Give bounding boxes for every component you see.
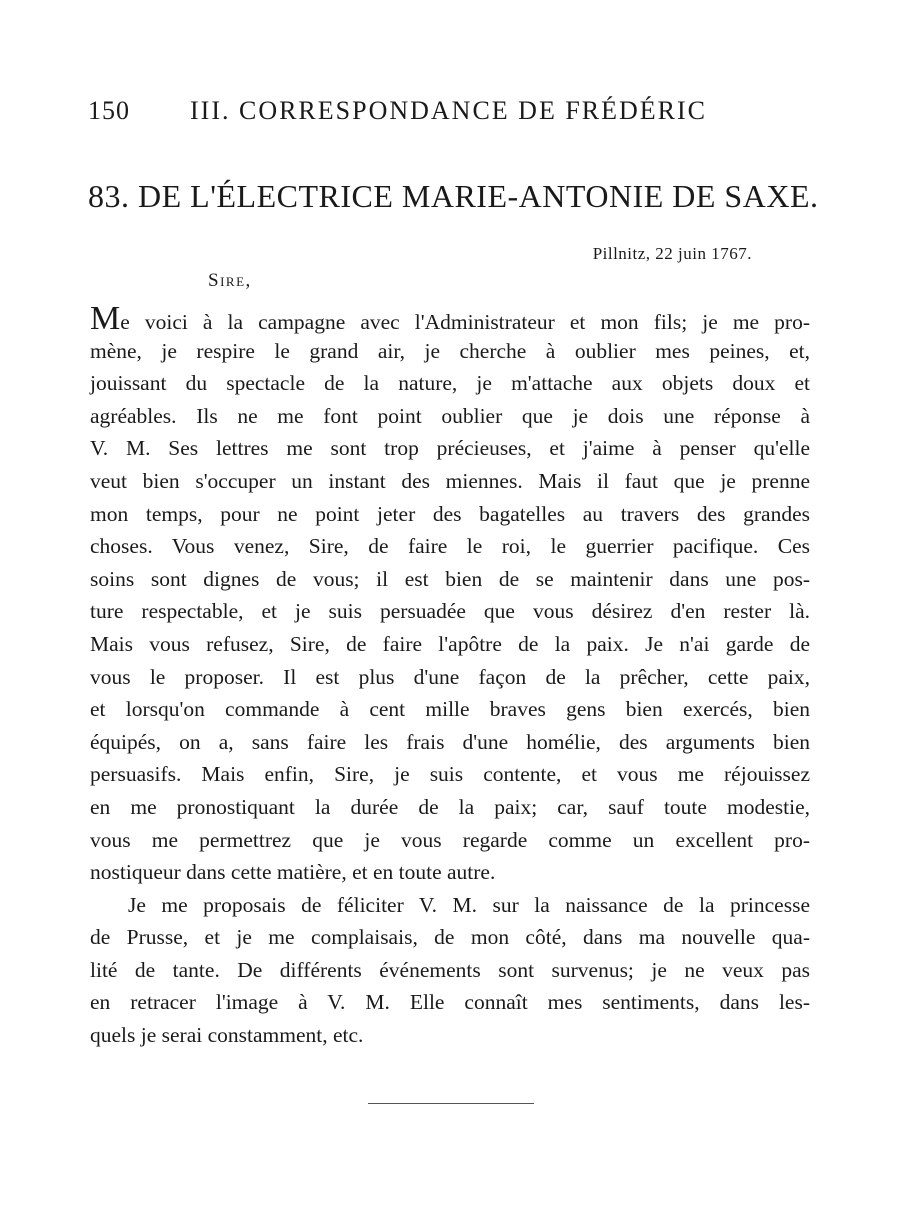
body-line: nostiqueur dans cette matière, et en toute autre. [90,860,496,885]
body-line: en me pronostiquant la durée de la paix; car, sauf toute modestie, [90,794,810,819]
letter-title: 83. DE L'ÉLECTRICE MARIE-ANTONIE DE SAXE. [88,178,819,214]
body-line: mon temps, pour ne point jeter des bagatelles au travers des grandes [90,501,810,526]
body-line: agréables. Ils ne me font point oublier que je dois une réponse à [90,403,810,428]
page-number: 150 [88,96,130,125]
body-line: Je me proposais de féliciter V. M. sur la naissance de la princesse [128,892,810,917]
body-line: de Prusse, et je me complaisais, de mon côté, dans ma nouvelle qua- [90,925,810,950]
letter-body [90,302,810,1052]
body-line: ture respectable, et je suis persuadée que vous désirez d'en rester là. [90,599,810,624]
running-head [88,96,808,130]
body-line: choses. Vous venez, Sire, de faire le roi, le guerrier pacifique. Ces [90,534,810,559]
body-line: veut bien s'occuper un instant des miennes. Mais il faut que je prenne [90,468,810,493]
body-line: Mais vous refusez, Sire, de faire l'apôtre de la paix. Je n'ai garde de [90,631,810,656]
body-line: Me voici à la campagne avec l'Administrateur et mon fils; je me pro- [90,300,810,337]
running-head-title: III. CORRESPONDANCE DE FRÉDÉRIC [190,96,708,125]
body-line: mène, je respire le grand air, je cherche à oublier mes peines, et, [90,338,810,363]
body-line: et lorsqu'on commande à cent mille braves gens bien exercés, bien [90,697,810,722]
body-line: jouissant du spectacle de la nature, je m'attache aux objets doux et [90,371,810,396]
body-line: équipés, on a, sans faire les frais d'une homélie, des arguments bien [90,729,810,754]
body-line: persuasifs. Mais enfin, Sire, je suis contente, et vous me réjouissez [90,762,810,787]
letter-dateline: Pillnitz, 22 juin 1767. [592,244,752,263]
body-line: quels je serai constamment, etc. [90,1023,364,1048]
body-line: lité de tante. De différents événements sont survenus; je ne veux pas [90,957,810,982]
body-line: soins sont dignes de vous; il est bien de se maintenir dans une pos- [90,566,810,591]
body-line: vous le proposer. Il est plus d'une façon de la prêcher, cette paix, [90,664,810,689]
drop-cap: M [90,300,121,337]
body-line: vous me permettrez que je vous regarde comme un excellent pro- [90,827,810,852]
letter-salutation: Sire, [208,270,252,291]
body-line: en retracer l'image à V. M. Elle connaît mes sentiments, dans les- [90,990,810,1015]
end-rule [368,1103,534,1104]
body-line: V. M. Ses lettres me sont trop précieuses, et j'aime à penser qu'elle [90,436,810,461]
